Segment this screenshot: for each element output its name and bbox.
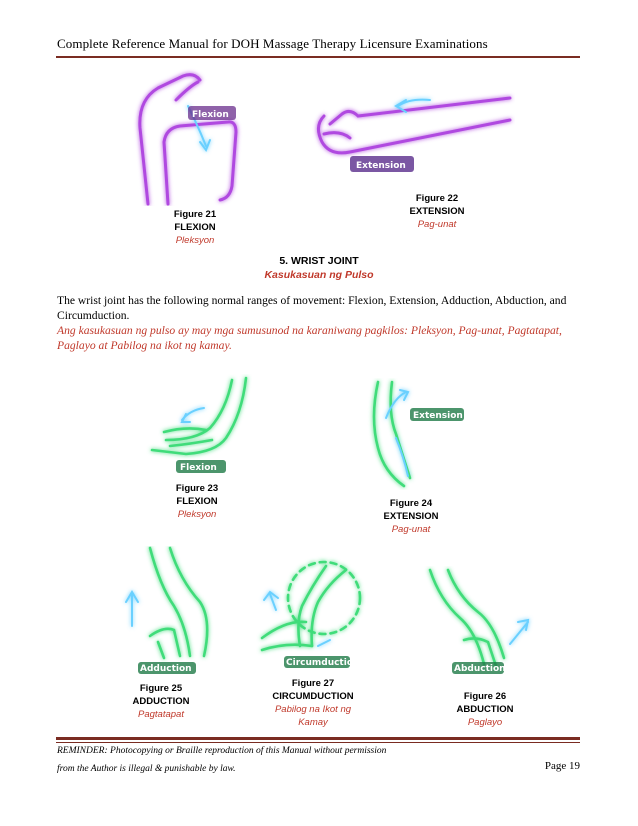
header-rule xyxy=(56,56,580,58)
footer-line-2: from the Author is illegal & punishable by law. xyxy=(57,764,236,774)
figure-23-name: FLEXION xyxy=(176,496,218,507)
figure-22-translation: Pag-unat xyxy=(417,219,457,230)
figure-25-caption xyxy=(106,682,216,721)
figure-23-translation: Pleksyon xyxy=(177,509,217,520)
elbow-flexion-illustration xyxy=(128,66,250,206)
figure-22-name: EXTENSION xyxy=(409,206,465,217)
body-paragraph: The wrist joint has the following normal ranges of movement: Flexion, Extension, Adduction, Abduction, and Circumduction. xyxy=(57,294,567,322)
footer-line-1: REMINDER: Photocopying or Braille reproduction of this Manual without permission xyxy=(57,746,387,756)
footer-rule-thick xyxy=(56,737,580,740)
figure-26-translation: Paglayo xyxy=(467,717,503,728)
figure-25-translation: Pagtatapat xyxy=(138,709,184,720)
figure-27-name: CIRCUMDUCTION xyxy=(272,691,354,702)
figure-22-label: Figure 22 xyxy=(415,193,459,204)
section-subtitle: Kasukasuan ng Pulso xyxy=(264,269,374,281)
wrist-abduction-illustration xyxy=(424,566,536,678)
figure-26-caption xyxy=(430,690,540,729)
figure-23-label: Figure 23 xyxy=(175,483,219,494)
figure-24-caption xyxy=(356,497,466,536)
figure-24-label: Figure 24 xyxy=(389,498,433,509)
wrist-extension-illustration xyxy=(366,378,466,490)
figure-25-label: Figure 25 xyxy=(139,683,183,694)
figure-27-translation: Pabilog na Ikot ng Kamay xyxy=(274,704,352,728)
footer-reminder xyxy=(57,742,386,778)
abduction-art-label: Abduction xyxy=(454,664,506,674)
figure-26-name: ABDUCTION xyxy=(456,704,514,715)
extension-art-label: Extension xyxy=(356,161,406,171)
figure-26-label: Figure 26 xyxy=(463,691,507,702)
figure-22-caption xyxy=(382,192,492,231)
figure-24-name: EXTENSION xyxy=(383,511,439,522)
figure-21-label: Figure 21 xyxy=(173,209,217,220)
elbow-extension-illustration xyxy=(310,86,515,181)
wrist-extension-art-label: Extension xyxy=(413,411,463,421)
flexion-art-label: Flexion xyxy=(192,110,229,120)
body-paragraph-translation: Ang kasukasuan ng pulso ay may mga sumusunod na karaniwang pagkilos: Pleksyon, Pag-unat, Pagtatapat, Paglayo at Pabilog na ikot ng kamay. xyxy=(57,324,562,352)
adduction-art-label: Adduction xyxy=(140,664,192,674)
circumduction-art-label: Circumduction xyxy=(286,658,360,668)
figure-21-translation: Pleksyon xyxy=(175,235,215,246)
figure-23-caption xyxy=(142,482,252,521)
page-header: Complete Reference Manual for DOH Massage Therapy Licensure Examinations xyxy=(57,36,488,51)
figure-21-name: FLEXION xyxy=(174,222,216,233)
wrist-flexion-illustration xyxy=(146,374,252,478)
section-title: 5. WRIST JOINT xyxy=(279,255,359,267)
figure-21-caption xyxy=(140,208,250,247)
figure-27-label: Figure 27 xyxy=(291,678,335,689)
figure-25-name: ADDUCTION xyxy=(132,696,190,707)
page-number: Page 19 xyxy=(544,760,580,772)
figure-24-translation: Pag-unat xyxy=(391,524,431,535)
wrist-circumduction-illustration xyxy=(256,550,366,670)
wrist-adduction-illustration xyxy=(120,546,216,674)
wrist-flexion-art-label: Flexion xyxy=(180,463,217,473)
figure-27-caption xyxy=(258,677,368,729)
